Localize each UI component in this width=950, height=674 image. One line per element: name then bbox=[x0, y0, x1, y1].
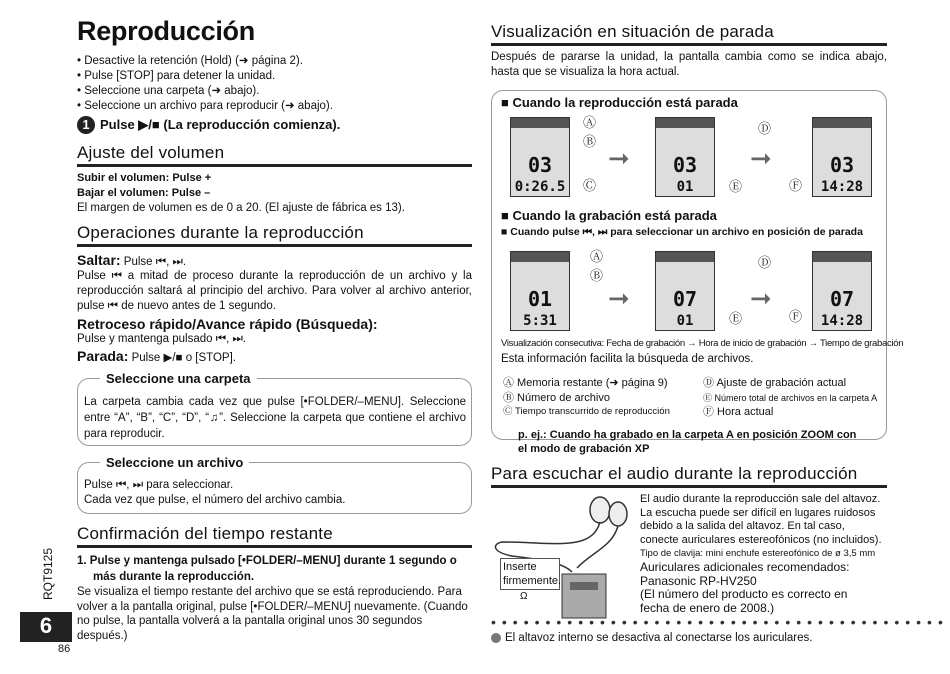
lcd-display bbox=[812, 251, 872, 331]
file-box-line1: Pulse ⏮, ⏭ para seleccionar. bbox=[84, 479, 234, 491]
text-line: El audio durante la reproducción sale del altavoz. bbox=[640, 493, 881, 505]
callout-d: Ⓓ bbox=[758, 121, 772, 136]
lcd-file-number: 03 bbox=[527, 153, 553, 177]
arrow-right-icon: ➞ bbox=[608, 283, 630, 313]
stop-label: Parada: bbox=[77, 348, 129, 364]
volume-down: Bajar el volumen: Pulse – bbox=[77, 187, 211, 199]
stop-line bbox=[77, 347, 236, 366]
lcd-elapsed-time: 0:26.5 bbox=[514, 179, 566, 195]
arrow-right-icon: ➞ bbox=[750, 143, 772, 173]
step-number: 1 bbox=[77, 116, 95, 134]
lcd-display bbox=[812, 117, 872, 197]
lcd-current-time: 14:28 bbox=[820, 179, 864, 195]
list-item: • Seleccione un archivo para reproducir (➜ abajo). bbox=[77, 99, 467, 114]
stop-instruction: Pulse ▶/■ o [STOP]. bbox=[131, 352, 236, 364]
audio-text bbox=[640, 493, 890, 615]
lcd-file-number: 01 bbox=[527, 287, 553, 311]
text-line: Auriculares adicionales recomendados: bbox=[640, 559, 850, 574]
rec-sequence: Visualización consecutiva: Fecha de grabación → Hora de inicio de grabación → Tiempo de grabación bbox=[501, 338, 904, 349]
lcd-total-files: 01 bbox=[676, 179, 694, 195]
dotted-divider: •••••••••••••••••••••••••••••••••••••••••• bbox=[491, 614, 949, 630]
folder-box-label: Seleccione una carpeta bbox=[100, 371, 257, 388]
note-line bbox=[491, 631, 812, 646]
callout-a: Ⓐ bbox=[583, 115, 597, 130]
page-title: Reproducción bbox=[77, 16, 255, 46]
text-line: conecte auriculares estereofónicos (no incluidos). bbox=[640, 533, 882, 546]
legend bbox=[503, 376, 883, 420]
legend-item: Ⓐ Memoria restante (➜ página 9) bbox=[503, 377, 668, 389]
remaining-text: Se visualiza el tiempo restante del archivo que se está reproduciendo. Para volver a la pantalla original, pulse [•FOLDER/–MENU] nuevamente. (Cuando no pulse, la pantalla volverá a la pantalla original unos 30 segundos después.) bbox=[77, 586, 468, 642]
list-item: • Seleccione una carpeta (➜ abajo). bbox=[77, 84, 467, 99]
earphone-illustration bbox=[492, 492, 632, 622]
headphone-icon: Ω bbox=[520, 591, 528, 602]
volume-up: Subir el volumen: Pulse + bbox=[77, 172, 212, 184]
lcd-display bbox=[510, 251, 570, 331]
divider bbox=[77, 545, 472, 548]
lcd-file-number: 03 bbox=[672, 153, 698, 177]
lcd-file-number: 07 bbox=[672, 287, 698, 311]
step-1 bbox=[77, 116, 340, 134]
list-item: • Pulse [STOP] para detener la unidad. bbox=[77, 69, 467, 84]
callout-f: Ⓕ bbox=[789, 178, 803, 193]
volume-range: El margen de volumen es de 0 a 20. (El ajuste de fábrica es 13). bbox=[77, 202, 405, 214]
text-line: Panasonic RP-HV250 bbox=[640, 573, 757, 588]
callout-e: Ⓔ bbox=[729, 311, 743, 326]
file-box-line2: Cada vez que pulse, el número del archivo cambia. bbox=[84, 494, 346, 506]
search-label: Retroceso rápido/Avance rápido (Búsqueda): bbox=[77, 316, 378, 332]
skip-instruction: Pulse ⏮, ⏭. bbox=[123, 256, 187, 268]
skip-label: Saltar: bbox=[77, 252, 121, 268]
callout-e: Ⓔ bbox=[729, 179, 743, 194]
divider bbox=[77, 244, 472, 247]
lcd-total-files: 01 bbox=[676, 313, 694, 329]
lcd-display bbox=[510, 117, 570, 197]
example-note: p. ej.: Cuando ha grabado en la carpeta A en posición ZOOM con el modo de grabación XP bbox=[518, 429, 857, 455]
lcd-rec-time: 5:31 bbox=[523, 313, 557, 329]
file-box-label: Seleccione un archivo bbox=[100, 455, 249, 472]
play-stopped-heading: ■ Cuando la reproducción está parada bbox=[501, 95, 738, 110]
rec-info: Esta información facilita la búsqueda de archivos. bbox=[501, 353, 754, 365]
legend-item: Ⓑ Número de archivo bbox=[503, 391, 610, 404]
text-line: debido a la salida del altavoz. En tal caso, bbox=[640, 520, 845, 533]
rec-stopped-heading: ■ Cuando la grabación está parada bbox=[501, 208, 717, 223]
legend-item: Ⓔ Número total de archivos en la carpeta A bbox=[703, 392, 878, 403]
callout-f: Ⓕ bbox=[789, 309, 803, 324]
stop-intro: Después de pararse la unidad, la pantalla cambia como se indica abajo, hasta que se visualiza la hora actual. bbox=[491, 51, 887, 78]
lcd-current-time: 14:28 bbox=[820, 313, 864, 329]
legend-item: Ⓕ Hora actual bbox=[703, 406, 774, 418]
search-text: Pulse y mantenga pulsado ⏮, ⏭. bbox=[77, 333, 247, 345]
folder-box-text: La carpeta cambia cada vez que pulse [•FOLDER/–MENU]. Seleccione entre “A”, “B”, “C”, “D”, “♫”. Seleccione la carpeta que contiene el archivo para reproducir. bbox=[84, 396, 466, 440]
text-line: (El número del producto es correcto en bbox=[640, 587, 848, 602]
arrow-right-icon: ➞ bbox=[750, 283, 772, 313]
callout-a: Ⓐ bbox=[590, 249, 604, 264]
volume-heading: Ajuste del volumen bbox=[77, 143, 225, 162]
callout-b: Ⓑ bbox=[590, 268, 604, 283]
skip-text: Pulse ⏮ a mitad de proceso durante la reproducción de un archivo y la reproducción saltará al principio del archivo. Para volver al archivo anterior, pulse ⏮ de nuevo antes de 1 segundo. bbox=[77, 270, 472, 312]
page-number: 86 bbox=[58, 643, 71, 655]
ops-heading: Operaciones durante la reproducción bbox=[77, 223, 364, 242]
callout-b: Ⓑ bbox=[583, 134, 597, 149]
page-tab: 6 bbox=[20, 612, 72, 642]
prep-bullets bbox=[77, 54, 467, 114]
arrow-right-icon: ➞ bbox=[608, 143, 630, 173]
lcd-file-number: 03 bbox=[829, 153, 855, 177]
remaining-step: 1. Pulse y mantenga pulsado [•FOLDER/–MENU] durante 1 segundo o más durante la reproducción. bbox=[77, 555, 457, 583]
stop-display-heading: Visualización en situación de parada bbox=[491, 22, 774, 41]
skip-line bbox=[77, 251, 186, 270]
step-text: Pulse ▶/■ (La reproducción comienza). bbox=[100, 116, 341, 132]
rec-select-heading: ■ Cuando pulse ⏮, ⏭ para seleccionar un archivo en posición de parada bbox=[501, 226, 863, 238]
legend-item: Ⓒ Tiempo transcurrido de reproducción bbox=[503, 406, 670, 417]
list-item: • Desactive la retención (Hold) (➜ página 2). bbox=[77, 54, 467, 69]
callout-c: Ⓒ bbox=[583, 178, 597, 193]
lcd-display bbox=[655, 117, 715, 197]
text-line: La escucha puede ser difícil en lugares ruidosos bbox=[640, 506, 876, 519]
text-line: Tipo de clavija: mini enchufe estereofónico de ø 3,5 mm bbox=[640, 548, 876, 560]
callout-d: Ⓓ bbox=[758, 255, 772, 270]
note-text: El altavoz interno se desactiva al conectarse los auriculares. bbox=[505, 632, 813, 644]
model-number: RQT9125 bbox=[41, 547, 55, 600]
lcd-file-number: 07 bbox=[829, 287, 855, 311]
insert-label: Inserte firmemente. bbox=[500, 558, 560, 590]
divider bbox=[77, 164, 472, 167]
divider bbox=[491, 485, 887, 488]
audio-heading: Para escuchar el audio durante la reproducción bbox=[491, 464, 858, 483]
text-line: fecha de enero de 2008.) bbox=[640, 600, 775, 615]
lcd-display bbox=[655, 251, 715, 331]
legend-item: Ⓓ Ajuste de grabación actual bbox=[703, 377, 847, 389]
remaining-heading: Confirmación del tiempo restante bbox=[77, 524, 333, 543]
note-bullet-icon bbox=[491, 633, 501, 643]
divider bbox=[491, 43, 887, 46]
